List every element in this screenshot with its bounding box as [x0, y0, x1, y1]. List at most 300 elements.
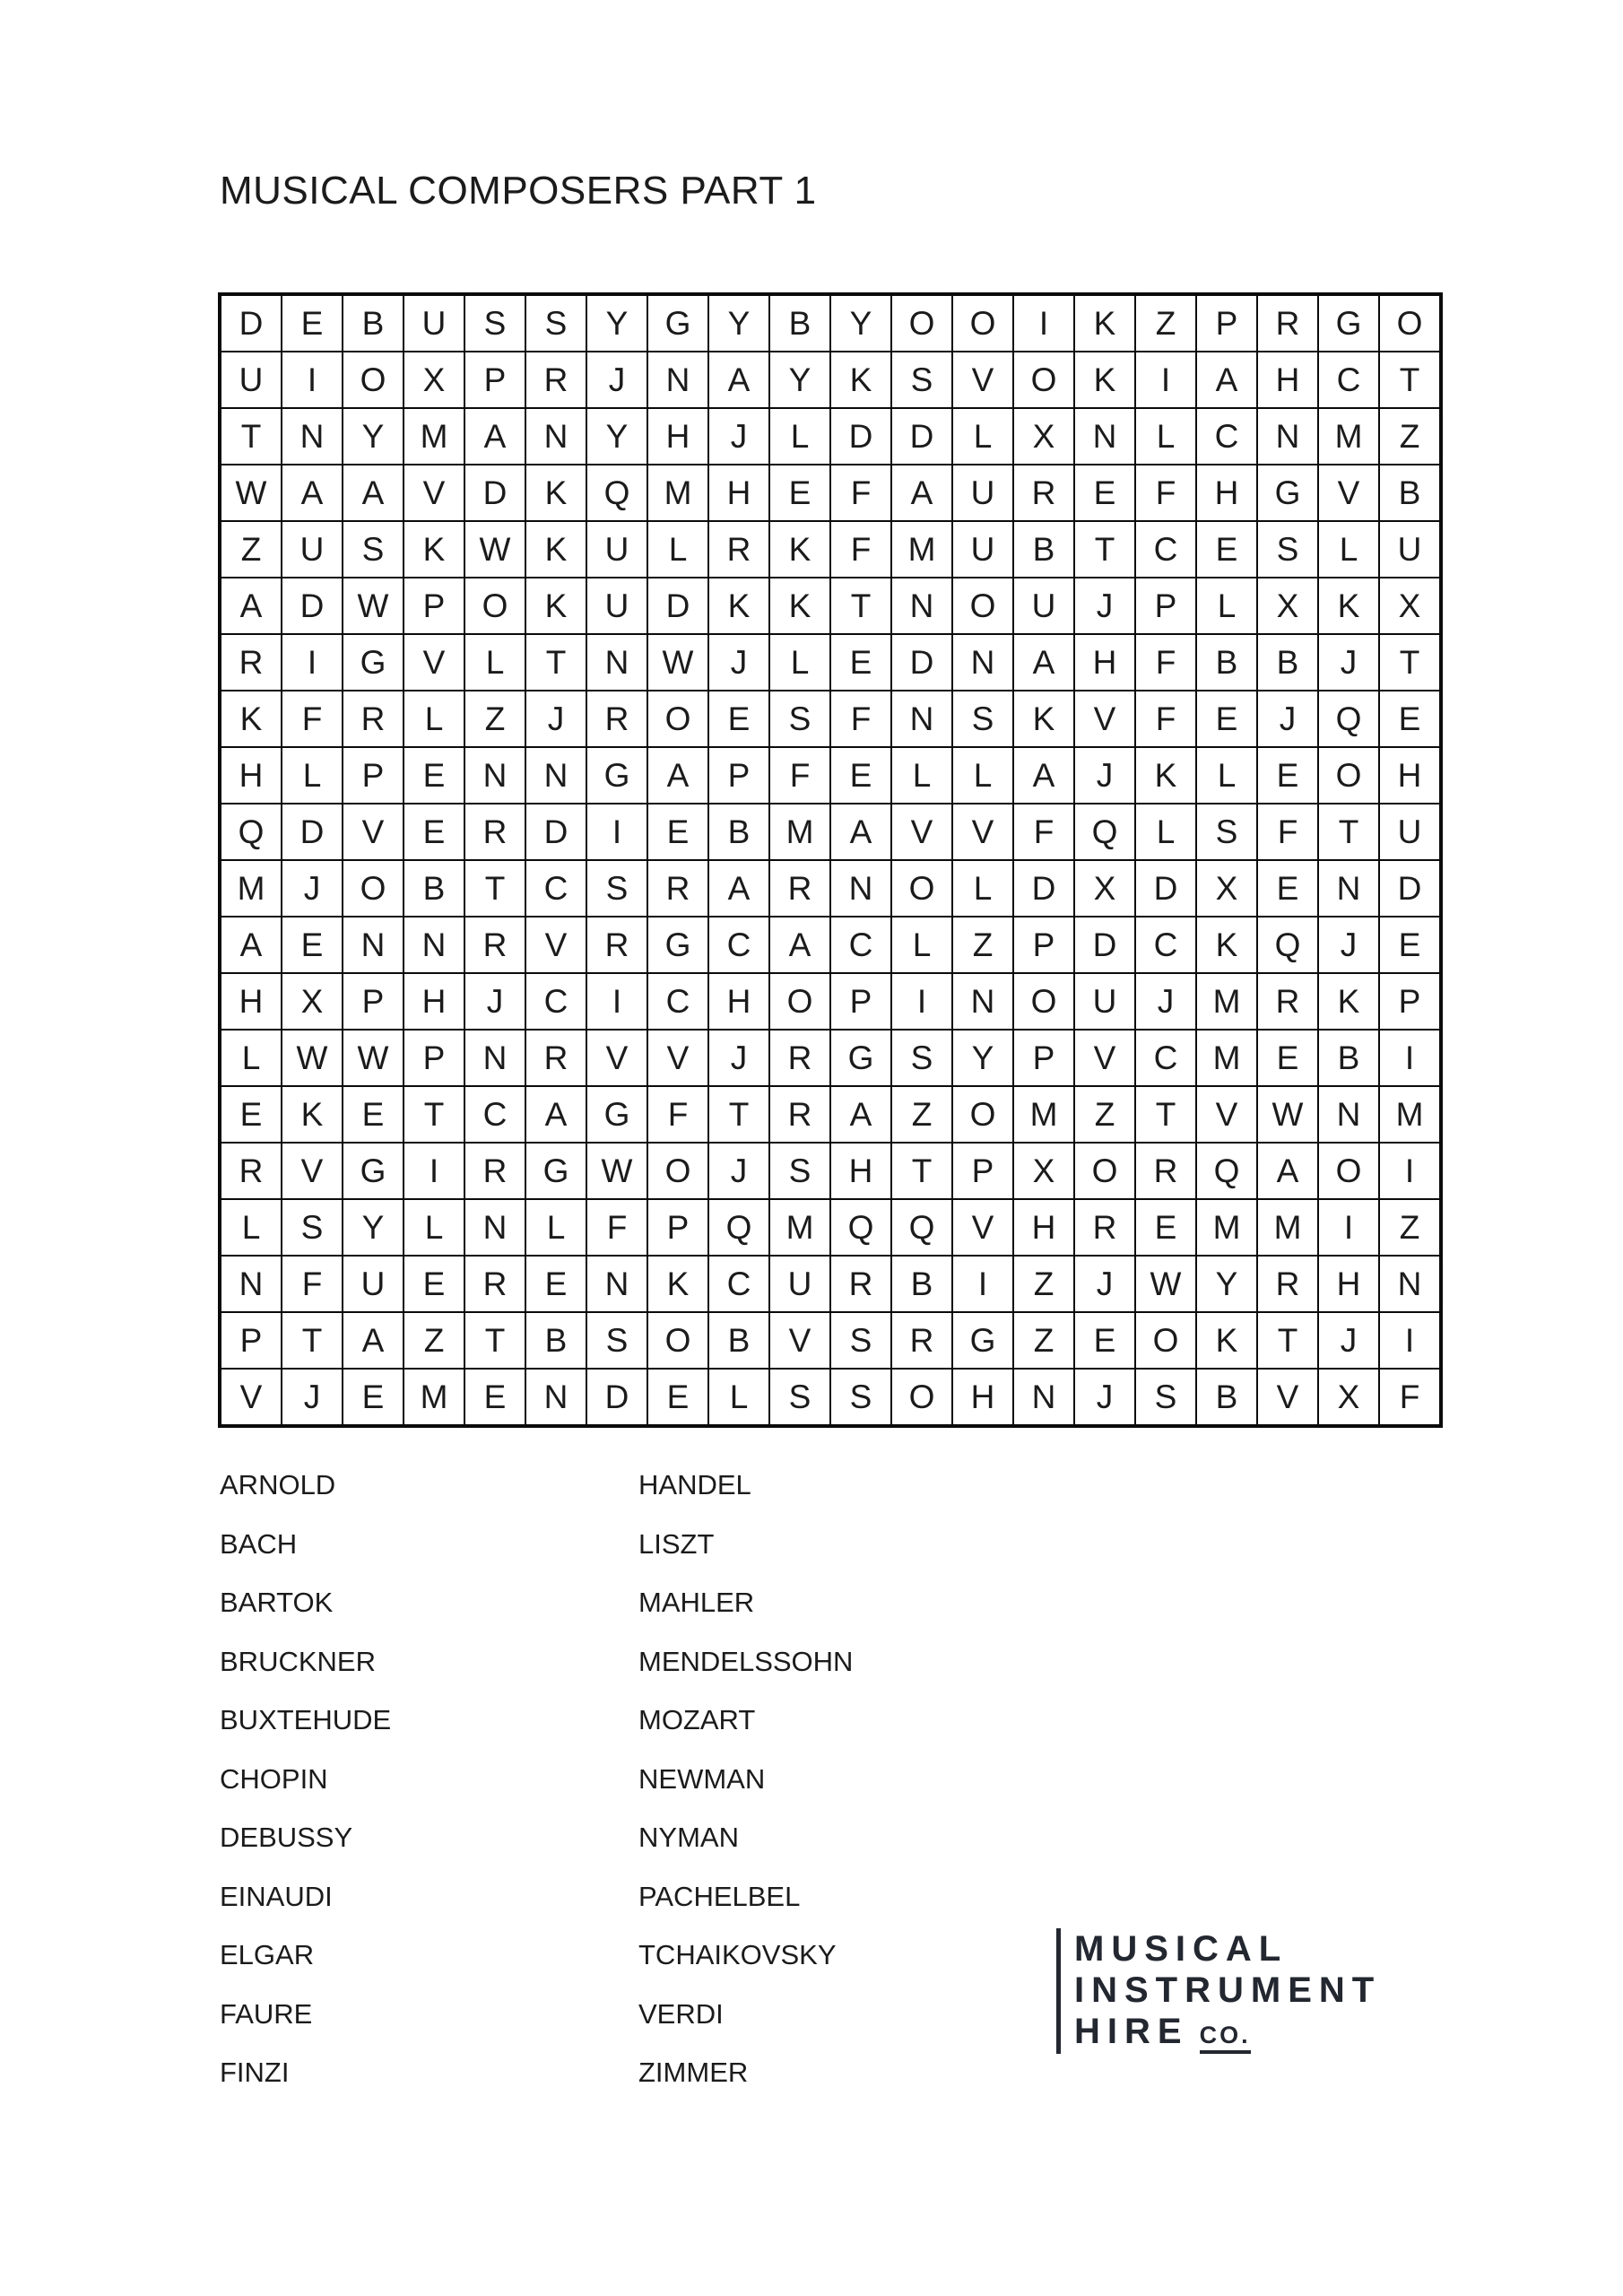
grid-row	[220, 917, 1441, 973]
grid-cell: G	[343, 1143, 404, 1199]
grid-cell: S	[464, 294, 525, 352]
grid-cell: E	[404, 747, 464, 804]
grid-cell: O	[343, 860, 404, 917]
grid-row	[220, 1312, 1441, 1369]
grid-cell: J	[1074, 1256, 1135, 1312]
grid-cell: A	[769, 917, 830, 973]
grid-cell: J	[708, 1143, 769, 1199]
grid-cell: J	[525, 691, 586, 747]
grid-cell: J	[1318, 634, 1379, 691]
grid-cell: D	[647, 578, 708, 634]
grid-cell: Y	[586, 408, 647, 465]
word-list-item: VERDI	[638, 1997, 724, 2030]
grid-cell: F	[1013, 804, 1074, 860]
grid-cell: E	[830, 634, 891, 691]
word-list-item: HANDEL	[638, 1469, 751, 1500]
grid-cell: C	[1135, 1030, 1196, 1086]
grid-cell: C	[830, 917, 891, 973]
page-title: MUSICAL COMPOSERS PART 1	[220, 169, 817, 213]
grid-cell: R	[525, 352, 586, 408]
grid-cell: U	[769, 1256, 830, 1312]
grid-cell: E	[220, 1086, 282, 1143]
grid-cell: T	[891, 1143, 952, 1199]
grid-cell: Q	[708, 1199, 769, 1256]
grid-cell: P	[830, 973, 891, 1030]
grid-cell: D	[891, 634, 952, 691]
grid-cell: T	[220, 408, 282, 465]
grid-cell: G	[343, 634, 404, 691]
grid-cell: D	[525, 804, 586, 860]
grid-cell: M	[404, 408, 464, 465]
grid-cell: V	[647, 1030, 708, 1086]
grid-cell: A	[343, 1312, 404, 1369]
grid-cell: L	[708, 1369, 769, 1426]
grid-cell: O	[1318, 747, 1379, 804]
grid-cell: O	[1135, 1312, 1196, 1369]
grid-cell: H	[220, 973, 282, 1030]
grid-cell: X	[1196, 860, 1257, 917]
grid-cell: D	[1074, 917, 1135, 973]
grid-cell: C	[708, 1256, 769, 1312]
grid-cell: E	[404, 804, 464, 860]
grid-cell: C	[708, 917, 769, 973]
grid-cell: D	[220, 294, 282, 352]
grid-cell: A	[708, 352, 769, 408]
grid-cell: K	[404, 521, 464, 578]
grid-cell: O	[769, 973, 830, 1030]
grid-cell: T	[464, 1312, 525, 1369]
grid-cell: N	[586, 1256, 647, 1312]
grid-cell: C	[464, 1086, 525, 1143]
grid-cell: D	[1379, 860, 1441, 917]
grid-cell: R	[343, 691, 404, 747]
grid-cell: P	[464, 352, 525, 408]
grid-cell: N	[1379, 1256, 1441, 1312]
grid-cell: T	[1318, 804, 1379, 860]
grid-cell: E	[830, 747, 891, 804]
grid-cell: W	[343, 578, 404, 634]
grid-cell: M	[1013, 1086, 1074, 1143]
grid-cell: E	[404, 1256, 464, 1312]
grid-cell: A	[1196, 352, 1257, 408]
grid-cell: S	[769, 691, 830, 747]
grid-cell: V	[769, 1312, 830, 1369]
grid-cell: S	[282, 1199, 343, 1256]
grid-cell: U	[952, 465, 1013, 521]
word-list-item: MOZART	[638, 1704, 756, 1735]
grid-cell: R	[1074, 1199, 1135, 1256]
grid-cell: X	[1257, 578, 1318, 634]
grid-cell: E	[1379, 691, 1441, 747]
logo-line-hire	[1074, 2011, 1381, 2054]
grid-cell: J	[1318, 917, 1379, 973]
grid-cell: V	[282, 1143, 343, 1199]
grid-cell: B	[1318, 1030, 1379, 1086]
grid-cell: T	[1074, 521, 1135, 578]
grid-cell: D	[891, 408, 952, 465]
grid-cell: B	[525, 1312, 586, 1369]
grid-cell: A	[282, 465, 343, 521]
grid-cell: S	[830, 1312, 891, 1369]
grid-cell: G	[647, 294, 708, 352]
grid-cell: I	[282, 352, 343, 408]
grid-cell: R	[525, 1030, 586, 1086]
grid-cell: O	[1013, 352, 1074, 408]
grid-cell: N	[343, 917, 404, 973]
grid-cell: K	[1013, 691, 1074, 747]
grid-cell: H	[708, 973, 769, 1030]
grid-cell: G	[952, 1312, 1013, 1369]
grid-cell: J	[1257, 691, 1318, 747]
word-list-item: FAURE	[220, 1997, 313, 2030]
grid-cell: K	[282, 1086, 343, 1143]
grid-cell: K	[1318, 973, 1379, 1030]
grid-cell: L	[952, 408, 1013, 465]
grid-cell: P	[1013, 1030, 1074, 1086]
grid-cell: M	[220, 860, 282, 917]
grid-cell: X	[282, 973, 343, 1030]
grid-row	[220, 1256, 1441, 1312]
grid-cell: P	[343, 973, 404, 1030]
grid-cell: I	[1379, 1030, 1441, 1086]
grid-cell: W	[464, 521, 525, 578]
grid-cell: K	[525, 578, 586, 634]
grid-cell: F	[647, 1086, 708, 1143]
grid-cell: N	[586, 634, 647, 691]
grid-cell: H	[404, 973, 464, 1030]
grid-row	[220, 1369, 1441, 1426]
grid-cell: Z	[464, 691, 525, 747]
grid-cell: K	[525, 465, 586, 521]
grid-cell: T	[525, 634, 586, 691]
grid-cell: N	[891, 578, 952, 634]
grid-cell: U	[586, 578, 647, 634]
grid-cell: O	[464, 578, 525, 634]
grid-cell: D	[282, 804, 343, 860]
grid-cell: H	[1257, 352, 1318, 408]
word-list-item: NEWMAN	[638, 1762, 766, 1795]
grid-cell: F	[1135, 465, 1196, 521]
word-list-left-column	[220, 1469, 391, 2116]
grid-cell: J	[708, 634, 769, 691]
grid-cell: S	[1257, 521, 1318, 578]
grid-cell: H	[1318, 1256, 1379, 1312]
grid-cell: K	[647, 1256, 708, 1312]
grid-cell: L	[891, 917, 952, 973]
grid-cell: X	[1318, 1369, 1379, 1426]
grid-cell: Q	[586, 465, 647, 521]
grid-cell: V	[1074, 691, 1135, 747]
grid-cell: N	[525, 1369, 586, 1426]
grid-cell: Z	[1074, 1086, 1135, 1143]
grid-cell: E	[464, 1369, 525, 1426]
grid-cell: A	[1257, 1143, 1318, 1199]
grid-cell: F	[1135, 691, 1196, 747]
grid-row	[220, 1143, 1441, 1199]
grid-cell: L	[952, 747, 1013, 804]
grid-cell: E	[769, 465, 830, 521]
grid-cell: R	[830, 1256, 891, 1312]
grid-cell: Y	[586, 294, 647, 352]
grid-cell: N	[220, 1256, 282, 1312]
grid-cell: K	[830, 352, 891, 408]
grid-cell: K	[1074, 352, 1135, 408]
grid-cell: Y	[769, 352, 830, 408]
grid-row	[220, 804, 1441, 860]
grid-cell: I	[586, 804, 647, 860]
grid-cell: U	[1013, 578, 1074, 634]
grid-cell: V	[891, 804, 952, 860]
grid-cell: R	[1257, 294, 1318, 352]
word-list-item: FINZI	[220, 2057, 290, 2088]
grid-cell: M	[1379, 1086, 1441, 1143]
grid-cell: H	[1074, 634, 1135, 691]
word-list-item: ZIMMER	[638, 2057, 749, 2088]
word-list-item: BARTOK	[220, 1587, 334, 1618]
grid-cell: P	[404, 578, 464, 634]
grid-cell: O	[952, 294, 1013, 352]
grid-cell: O	[1379, 294, 1441, 352]
grid-cell: A	[464, 408, 525, 465]
grid-cell: A	[891, 465, 952, 521]
grid-cell: K	[1196, 917, 1257, 973]
grid-cell: D	[464, 465, 525, 521]
grid-cell: Y	[952, 1030, 1013, 1086]
grid-cell: M	[1196, 973, 1257, 1030]
grid-cell: A	[343, 465, 404, 521]
grid-cell: N	[525, 408, 586, 465]
grid-cell: Z	[1379, 408, 1441, 465]
grid-cell: A	[647, 747, 708, 804]
grid-cell: Z	[1013, 1256, 1074, 1312]
grid-cell: S	[586, 860, 647, 917]
grid-cell: O	[343, 352, 404, 408]
grid-cell: M	[1196, 1030, 1257, 1086]
grid-cell: T	[708, 1086, 769, 1143]
grid-cell: V	[952, 804, 1013, 860]
grid-cell: V	[220, 1369, 282, 1426]
word-list-item: BRUCKNER	[220, 1645, 376, 1677]
grid-cell: A	[220, 578, 282, 634]
grid-cell: G	[525, 1143, 586, 1199]
grid-cell: I	[1379, 1312, 1441, 1369]
grid-cell: L	[1135, 408, 1196, 465]
grid-cell: U	[404, 294, 464, 352]
grid-cell: Q	[891, 1199, 952, 1256]
grid-cell: V	[525, 917, 586, 973]
word-list-right-column	[638, 1469, 853, 2116]
grid-cell: V	[1074, 1030, 1135, 1086]
grid-cell: S	[891, 1030, 952, 1086]
grid-cell: Z	[1379, 1199, 1441, 1256]
grid-cell: R	[769, 1086, 830, 1143]
grid-cell: D	[586, 1369, 647, 1426]
grid-cell: N	[952, 634, 1013, 691]
grid-cell: M	[1196, 1199, 1257, 1256]
grid-cell: C	[1318, 352, 1379, 408]
grid-cell: A	[708, 860, 769, 917]
grid-cell: H	[1013, 1199, 1074, 1256]
grid-cell: S	[769, 1143, 830, 1199]
grid-cell: E	[1074, 465, 1135, 521]
grid-cell: E	[282, 917, 343, 973]
grid-cell: J	[282, 860, 343, 917]
grid-cell: O	[891, 294, 952, 352]
grid-cell: S	[769, 1369, 830, 1426]
grid-cell: G	[830, 1030, 891, 1086]
grid-cell: Q	[1196, 1143, 1257, 1199]
grid-cell: L	[220, 1030, 282, 1086]
grid-cell: W	[586, 1143, 647, 1199]
grid-cell: E	[1379, 917, 1441, 973]
grid-cell: T	[1135, 1086, 1196, 1143]
grid-cell: P	[220, 1312, 282, 1369]
grid-cell: Q	[1318, 691, 1379, 747]
grid-cell: V	[343, 804, 404, 860]
grid-cell: H	[952, 1369, 1013, 1426]
grid-cell: O	[891, 1369, 952, 1426]
grid-cell: N	[891, 691, 952, 747]
grid-cell: P	[1013, 917, 1074, 973]
logo-co-suffix: CO.	[1200, 2022, 1251, 2054]
word-list-item: PACHELBEL	[638, 1880, 801, 1912]
grid-cell: U	[1074, 973, 1135, 1030]
grid-row	[220, 521, 1441, 578]
grid-cell: E	[1074, 1312, 1135, 1369]
musical-instrument-hire-logo	[1056, 1928, 1381, 2054]
grid-cell: P	[1135, 578, 1196, 634]
grid-cell: G	[1257, 465, 1318, 521]
grid-cell: L	[647, 521, 708, 578]
grid-cell: W	[343, 1030, 404, 1086]
grid-cell: W	[220, 465, 282, 521]
grid-cell: P	[952, 1143, 1013, 1199]
grid-cell: G	[586, 1086, 647, 1143]
grid-row	[220, 1086, 1441, 1143]
grid-cell: S	[1196, 804, 1257, 860]
grid-cell: W	[1135, 1256, 1196, 1312]
grid-cell: B	[343, 294, 404, 352]
grid-cell: X	[1379, 578, 1441, 634]
grid-cell: E	[1196, 691, 1257, 747]
word-list-item: CHOPIN	[220, 1762, 328, 1795]
grid-cell: D	[1135, 860, 1196, 917]
grid-cell: N	[1013, 1369, 1074, 1426]
grid-cell: Z	[1135, 294, 1196, 352]
grid-cell: E	[525, 1256, 586, 1312]
grid-cell: I	[1013, 294, 1074, 352]
grid-cell: U	[1379, 804, 1441, 860]
grid-cell: R	[464, 1143, 525, 1199]
grid-cell: M	[404, 1369, 464, 1426]
grid-cell: V	[1196, 1086, 1257, 1143]
grid-cell: O	[647, 691, 708, 747]
grid-cell: B	[891, 1256, 952, 1312]
grid-row	[220, 578, 1441, 634]
grid-cell: L	[1196, 747, 1257, 804]
grid-cell: Z	[1013, 1312, 1074, 1369]
grid-cell: R	[1013, 465, 1074, 521]
grid-cell: L	[404, 1199, 464, 1256]
grid-cell: T	[1379, 352, 1441, 408]
grid-row	[220, 747, 1441, 804]
grid-row	[220, 691, 1441, 747]
grid-cell: R	[586, 691, 647, 747]
grid-cell: R	[769, 1030, 830, 1086]
grid-cell: I	[1135, 352, 1196, 408]
logo-hire-word: HIRE	[1074, 2012, 1189, 2051]
grid-cell: U	[220, 352, 282, 408]
grid-cell: J	[1074, 747, 1135, 804]
grid-cell: K	[1074, 294, 1135, 352]
grid-cell: D	[1013, 860, 1074, 917]
grid-cell: I	[586, 973, 647, 1030]
grid-cell: N	[830, 860, 891, 917]
grid-cell: E	[647, 804, 708, 860]
grid-cell: S	[525, 294, 586, 352]
grid-cell: X	[1013, 408, 1074, 465]
grid-cell: T	[1257, 1312, 1318, 1369]
grid-cell: B	[769, 294, 830, 352]
grid-cell: L	[891, 747, 952, 804]
grid-cell: R	[708, 521, 769, 578]
word-search-grid	[218, 292, 1443, 1428]
grid-cell: E	[647, 1369, 708, 1426]
grid-cell: L	[464, 634, 525, 691]
grid-cell: Q	[830, 1199, 891, 1256]
grid-cell: M	[769, 804, 830, 860]
grid-cell: B	[404, 860, 464, 917]
grid-cell: N	[464, 747, 525, 804]
grid-cell: J	[282, 1369, 343, 1426]
grid-cell: W	[1257, 1086, 1318, 1143]
word-list-item: LISZT	[638, 1527, 715, 1560]
word-list-item: DEBUSSY	[220, 1822, 353, 1853]
grid-cell: R	[464, 804, 525, 860]
grid-cell: R	[769, 860, 830, 917]
grid-cell: L	[952, 860, 1013, 917]
grid-cell: U	[952, 521, 1013, 578]
grid-cell: F	[769, 747, 830, 804]
grid-cell: F	[830, 691, 891, 747]
grid-cell: R	[647, 860, 708, 917]
grid-cell: O	[952, 578, 1013, 634]
grid-cell: P	[343, 747, 404, 804]
word-list-item: EINAUDI	[220, 1880, 333, 1912]
grid-cell: T	[464, 860, 525, 917]
grid-cell: Y	[830, 294, 891, 352]
grid-cell: R	[1257, 973, 1318, 1030]
grid-cell: R	[464, 1256, 525, 1312]
grid-cell: Q	[1257, 917, 1318, 973]
word-list-item: NYMAN	[638, 1822, 739, 1853]
grid-cell: N	[282, 408, 343, 465]
grid-cell: P	[1196, 294, 1257, 352]
grid-cell: M	[647, 465, 708, 521]
grid-row	[220, 973, 1441, 1030]
grid-cell: C	[525, 860, 586, 917]
grid-cell: A	[1013, 634, 1074, 691]
grid-cell: T	[830, 578, 891, 634]
grid-cell: V	[1318, 465, 1379, 521]
grid-cell: P	[1379, 973, 1441, 1030]
grid-cell: N	[525, 747, 586, 804]
grid-cell: B	[1257, 634, 1318, 691]
grid-cell: F	[282, 1256, 343, 1312]
grid-cell: U	[282, 521, 343, 578]
grid-cell: I	[404, 1143, 464, 1199]
grid-cell: N	[952, 973, 1013, 1030]
